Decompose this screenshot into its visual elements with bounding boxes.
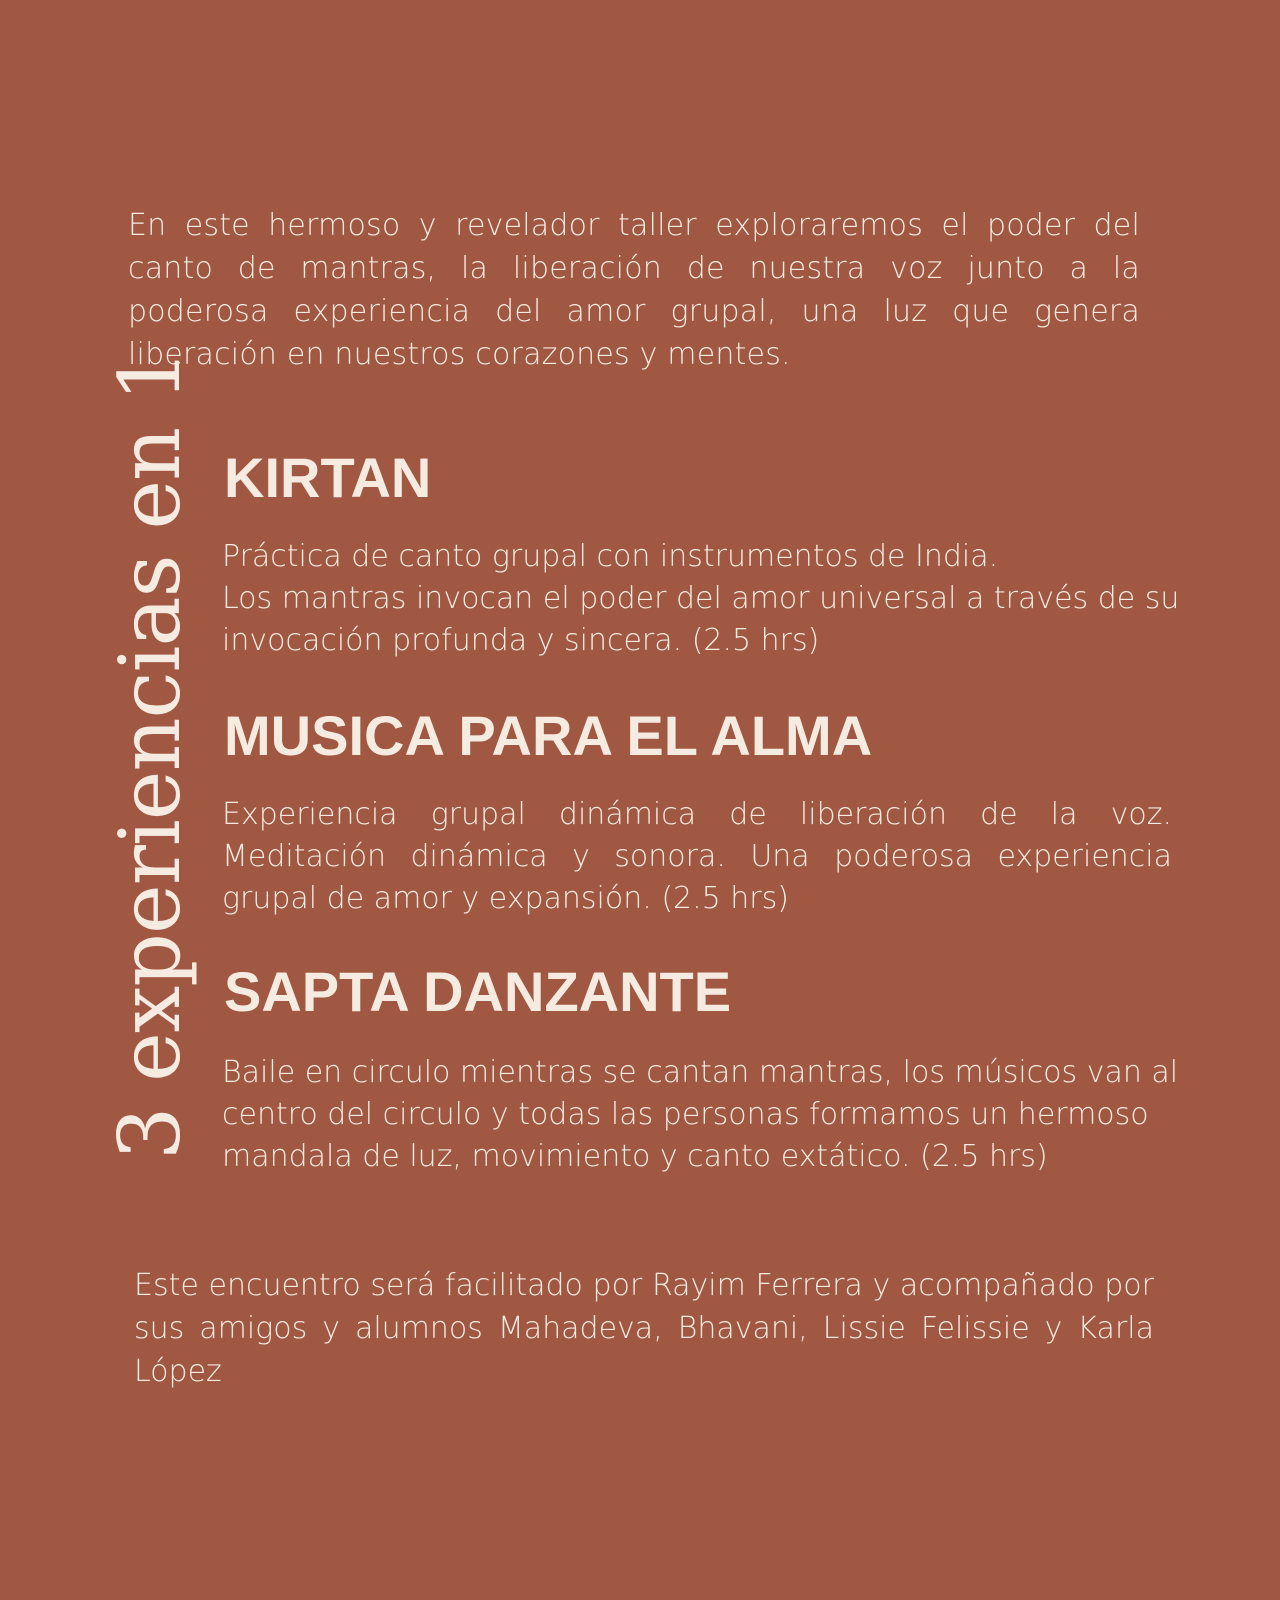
kirtan-description-line-2: Los mantras invocan el poder del amor universal a través de su invocación profunda y sincera. (2.5 hrs): [222, 581, 1180, 658]
musica-description: Experiencia grupal dinámica de liberación de la voz. Meditación dinámica y sonora. Una poderosa experiencia grupal de amor y expansión. (2.5 hrs): [222, 797, 1172, 916]
intro-paragraph: En este hermoso y revelador taller exploraremos el poder del canto de mantras, la liberación de nuestra voz junto a la poderosa experiencia del amor grupal, una luz que genera liberación en nuestros corazones y mentes.: [128, 208, 1140, 372]
kirtan-heading: KIRTAN: [224, 446, 432, 509]
side-title: 3 experiencias en 1: [101, 349, 199, 1160]
sapta-heading: SAPTA DANZANTE: [224, 960, 732, 1023]
musica-heading: MUSICA PARA EL ALMA: [224, 704, 873, 767]
sapta-description: Baile en circulo mientras se cantan mantras, los músicos van al centro del circulo y todas las personas formamos un hermoso mandala de luz, movimiento y canto extático. (2.5 hrs): [222, 1055, 1179, 1174]
kirtan-description-line-1: Práctica de canto grupal con instrumentos de India.: [222, 539, 999, 574]
kirtan-description: [222, 536, 1182, 662]
credits-paragraph: Este encuentro será facilitado por Rayim Ferrera y acompañado por sus amigos y alumnos Mahadeva, Bhavani, Lissie Felissie y Karla López: [134, 1268, 1154, 1389]
